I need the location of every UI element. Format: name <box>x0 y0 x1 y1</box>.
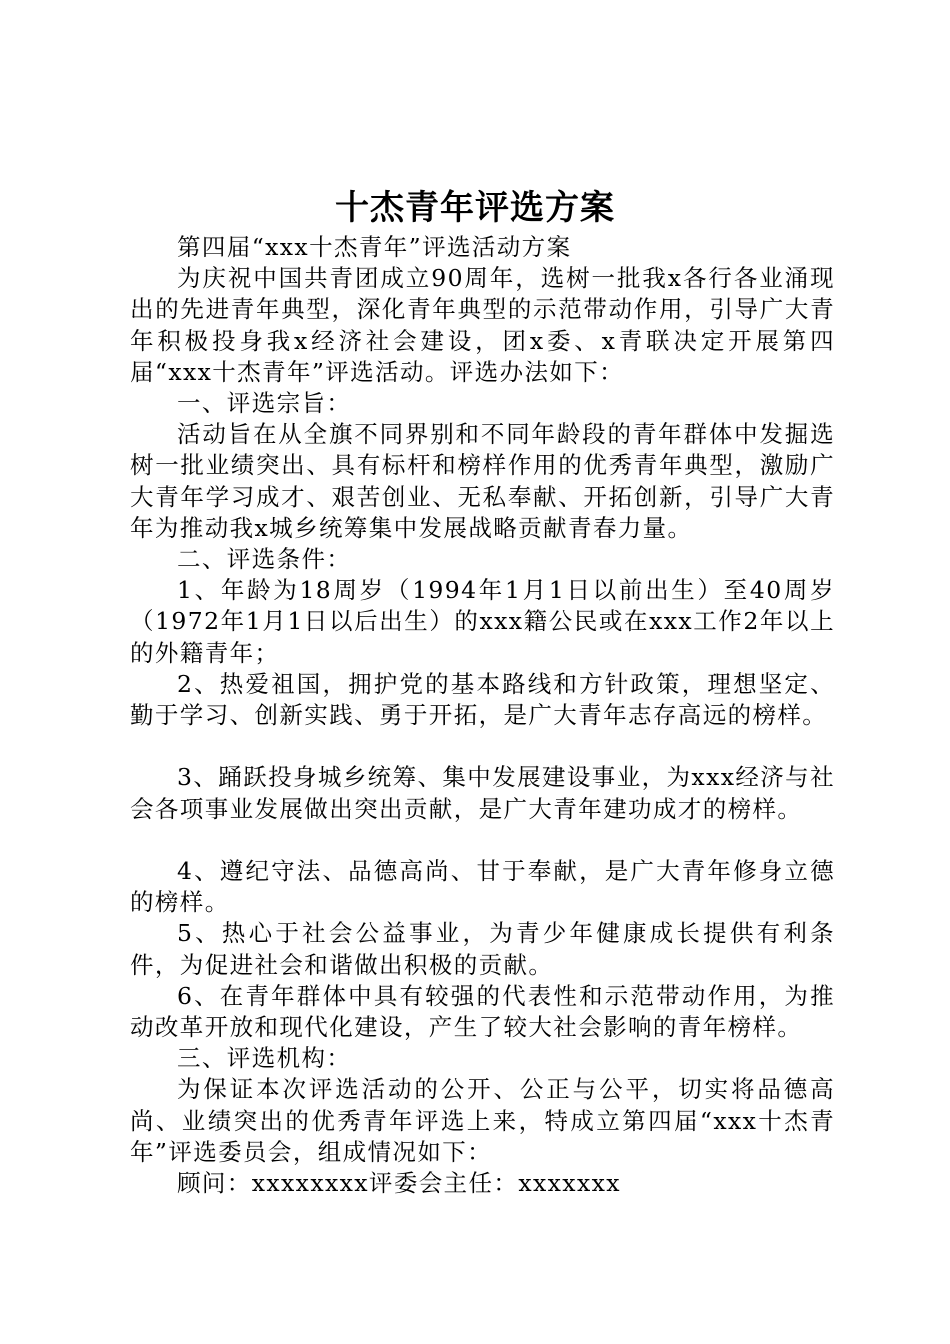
document-title: 十杰青年评选方案 <box>335 188 615 228</box>
section-heading-organization: 三、评选机构： <box>177 1044 352 1073</box>
section-heading-purpose: 一、评选宗旨： <box>177 389 352 418</box>
section-heading-conditions: 二、评选条件： <box>177 545 352 574</box>
condition-item-5: 5、热心于社会公益事业，为青少年健康成长提供有利条件，为促进社会和谐做出积极的贡献。 <box>130 919 835 979</box>
subtitle-paragraph: 第四届“xxx十杰青年”评选活动方案 <box>177 233 572 261</box>
condition-item-2: 2、热爱祖国，拥护党的基本路线和方针政策，理想坚定、勤于学习、创新实践、勇于开拓，是广大青年志存高远的榜样。 <box>130 669 835 730</box>
condition-item-1: 1、年龄为18周岁（1994年1月1日以前出生）至40周岁（1972年1月1日以后出生）的xxx籍公民或在xxx工作2年以上的外籍青年； <box>130 576 835 667</box>
document-body <box>130 232 835 1199</box>
purpose-paragraph: 活动旨在从全旗不同界别和不同年龄段的青年群体中发掘选树一批业绩突出、具有标杆和榜样作用的优秀青年典型，激励广大青年学习成才、艰苦创业、无私奉献、开拓创新，引导广大青年为推动我x城乡统筹集中发展战略贡献青春力量。 <box>130 420 835 542</box>
condition-item-6: 6、在青年群体中具有较强的代表性和示范带动作用，为推动改革开放和现代化建设，产生了较大社会影响的青年榜样。 <box>130 981 835 1042</box>
committee-members-line: 顾问：xxxxxxxx评委会主任：xxxxxxx <box>177 1169 621 1198</box>
intro-paragraph: 为庆祝中国共青团成立90周年，选树一批我x各行各业涌现出的先进青年典型，深化青年典型的示范带动作用，引导广大青年积极投身我x经济社会建设，团x委、x青联决定开展第四届“xxx十杰青年”评选活动。评选办法如下： <box>130 264 835 386</box>
organization-paragraph: 为保证本次评选活动的公开、公正与公平，切实将品德高尚、业绩突出的优秀青年评选上来，特成立第四届“xxx十杰青年”评选委员会，组成情况如下： <box>130 1075 835 1166</box>
condition-item-3: 3、踊跃投身城乡统筹、集中发展建设事业，为xxx经济与社会各项事业发展做出突出贡献，是广大青年建功成才的榜样。 <box>130 763 835 823</box>
condition-item-4: 4、遵纪守法、品德高尚、甘于奉献，是广大青年修身立德的榜样。 <box>130 857 835 917</box>
